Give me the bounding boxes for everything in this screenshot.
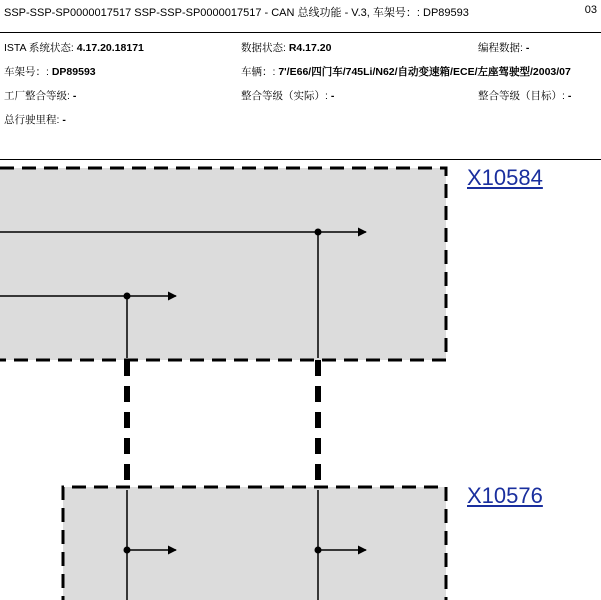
target-integration-label: 整合等级（目标）: [478, 90, 568, 102]
vin [4, 64, 96, 79]
connector-box-bottom [63, 487, 446, 600]
factory-integration-level [4, 88, 76, 103]
programming-data-value: - [525, 42, 530, 54]
connector-box-top [0, 168, 446, 360]
target-integration-value: - [567, 90, 572, 102]
connector-link-x10584[interactable]: X10584 [467, 165, 543, 190]
data-status-value: R4.17.20 [288, 42, 332, 54]
programming-data [478, 40, 529, 55]
total-mileage-label: 总行驶里程: [4, 114, 63, 126]
document-header-title: SSP-SSP-SP0000017517 SSP-SSP-SP0000017517 - CAN 总线功能 - V.3, 车架号：: DP89593 [4, 7, 469, 19]
data-status [241, 40, 331, 55]
vin-label: 车架号：: [4, 66, 52, 78]
total-mileage [4, 112, 66, 127]
vehicle-label: 车辆：: [241, 66, 279, 78]
factory-integration-value: - [72, 90, 77, 102]
actual-integration-level [241, 88, 334, 103]
page-number: 03 [584, 4, 597, 16]
vehicle [241, 64, 571, 79]
programming-data-label: 编程数据: [478, 42, 526, 54]
connector-link-x10576[interactable]: X10576 [467, 483, 543, 508]
total-mileage-value: - [62, 114, 66, 126]
vehicle-value: 7'/E66/四门车/745Li/N62/自动变速箱/ECE/左座驾驶型/2003/07 [278, 66, 571, 78]
ista-status [4, 40, 144, 55]
ista-status-label: ISTA 系统状态: [4, 42, 77, 54]
factory-integration-label: 工厂整合等级: [4, 90, 73, 102]
target-integration-level [478, 88, 571, 103]
ista-status-value: 4.17.20.18171 [76, 42, 144, 54]
header-rule [0, 32, 601, 33]
wiring-diagram [0, 160, 601, 600]
actual-integration-value: - [330, 90, 335, 102]
data-status-label: 数据状态: [241, 42, 289, 54]
actual-integration-label: 整合等级（实际）: [241, 90, 331, 102]
vin-value: DP89593 [51, 66, 96, 78]
